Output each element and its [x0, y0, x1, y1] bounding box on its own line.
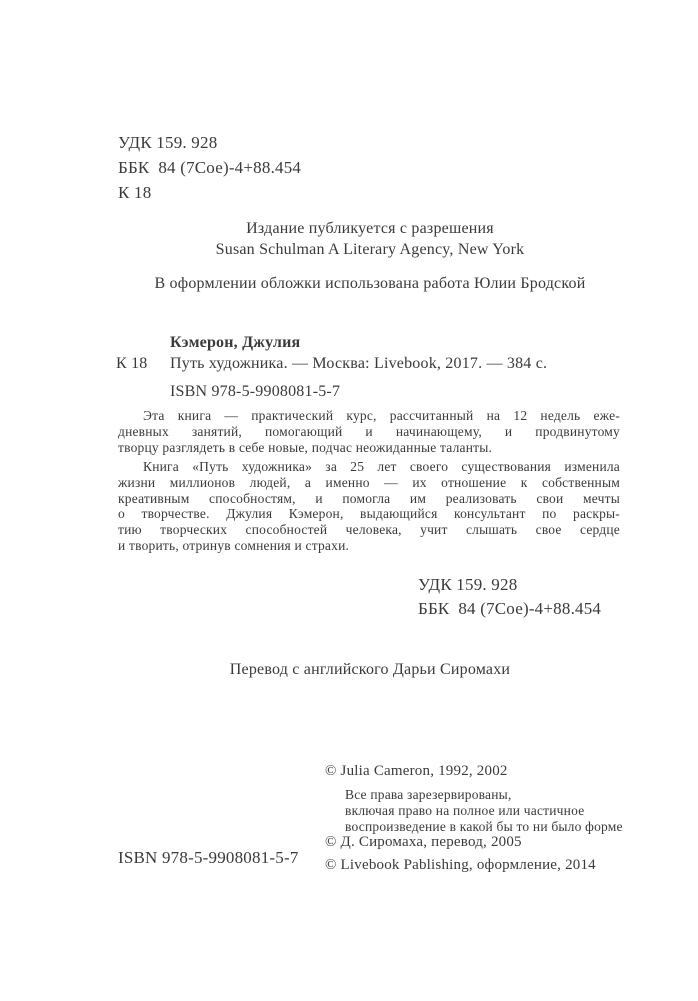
translation-note: Перевод с английского Дарьи Сиромахи	[229, 661, 511, 678]
bottom-codes-block	[418, 573, 601, 621]
bbk-code-bottom: ББК 84 (7Сое)-4+88.454	[418, 599, 602, 618]
permission-block	[91, 218, 649, 260]
copyright-translator: © Д. Сиромаха, перевод, 2005	[325, 834, 522, 850]
annotation-line: Книга «Путь художника» за 25 лет своего существования изменила	[143, 459, 620, 474]
udk-code: УДК 159. 928	[118, 133, 218, 152]
annotation-line: творцу разглядеть в себе новые, подчас неожиданные таланты.	[118, 439, 493, 455]
book-isbn: ISBN 978-5-9908081-5-7	[170, 383, 341, 400]
annotation-paragraph-2	[118, 459, 620, 554]
author-mark: К 18	[118, 183, 152, 202]
annotation-line: и творить, отринув сомнения и страхи.	[118, 537, 350, 553]
book-author: Кэмерон, Джулия	[170, 334, 301, 351]
book-title-line: Путь художника. — Москва: Livebook, 2017. — 384 с.	[170, 355, 548, 372]
copyright-note-line: Все права зарезервированы,	[345, 787, 512, 802]
permission-note: Издание публикуется с разрешения	[246, 220, 494, 237]
copyright-author: © Julia Cameron, 1992, 2002	[325, 763, 508, 779]
catalog-index: К 18	[116, 355, 148, 372]
top-codes-block	[118, 130, 301, 205]
isbn-bottom: ISBN 978-5-9908081-5-7	[118, 848, 299, 867]
annotation-line: тию творческих способностей человека, учит слышать свое сердце	[118, 522, 620, 538]
annotation-line: креативным способностям, и помогла им реализовать свои мечты	[118, 490, 620, 506]
annotation-line: жизни миллионов людей, а именно — их отношение к собственным	[118, 474, 620, 490]
udk-code-bottom: УДК 159. 928	[418, 575, 518, 594]
annotation-line: дневных занятий, помогающий и начинающему, и продвинутому	[118, 423, 620, 439]
annotation-paragraph-1	[118, 408, 620, 455]
bbk-code: ББК 84 (7Сое)-4+88.454	[118, 158, 302, 177]
copyright-rights-note	[345, 787, 623, 836]
agency-name: Susan Schulman A Literary Agency, New York	[215, 241, 525, 258]
copyright-publisher: © Livebook Pablishing, оформление, 2014	[325, 857, 596, 873]
cover-artist-note: В оформлении обложки использована работа Юлии Бродской	[154, 275, 586, 292]
annotation-line: о творчестве. Джулия Кэмерон, выдающийся консультант по раскры-	[118, 506, 620, 522]
copyright-note-line: включая право на полное или частичное	[345, 803, 585, 819]
copyright-note-line: воспроизведение в какой бы то ни было форме	[345, 819, 623, 835]
annotation-line: Эта книга — практический курс, рассчитанный на 12 недель еже-	[143, 408, 620, 423]
